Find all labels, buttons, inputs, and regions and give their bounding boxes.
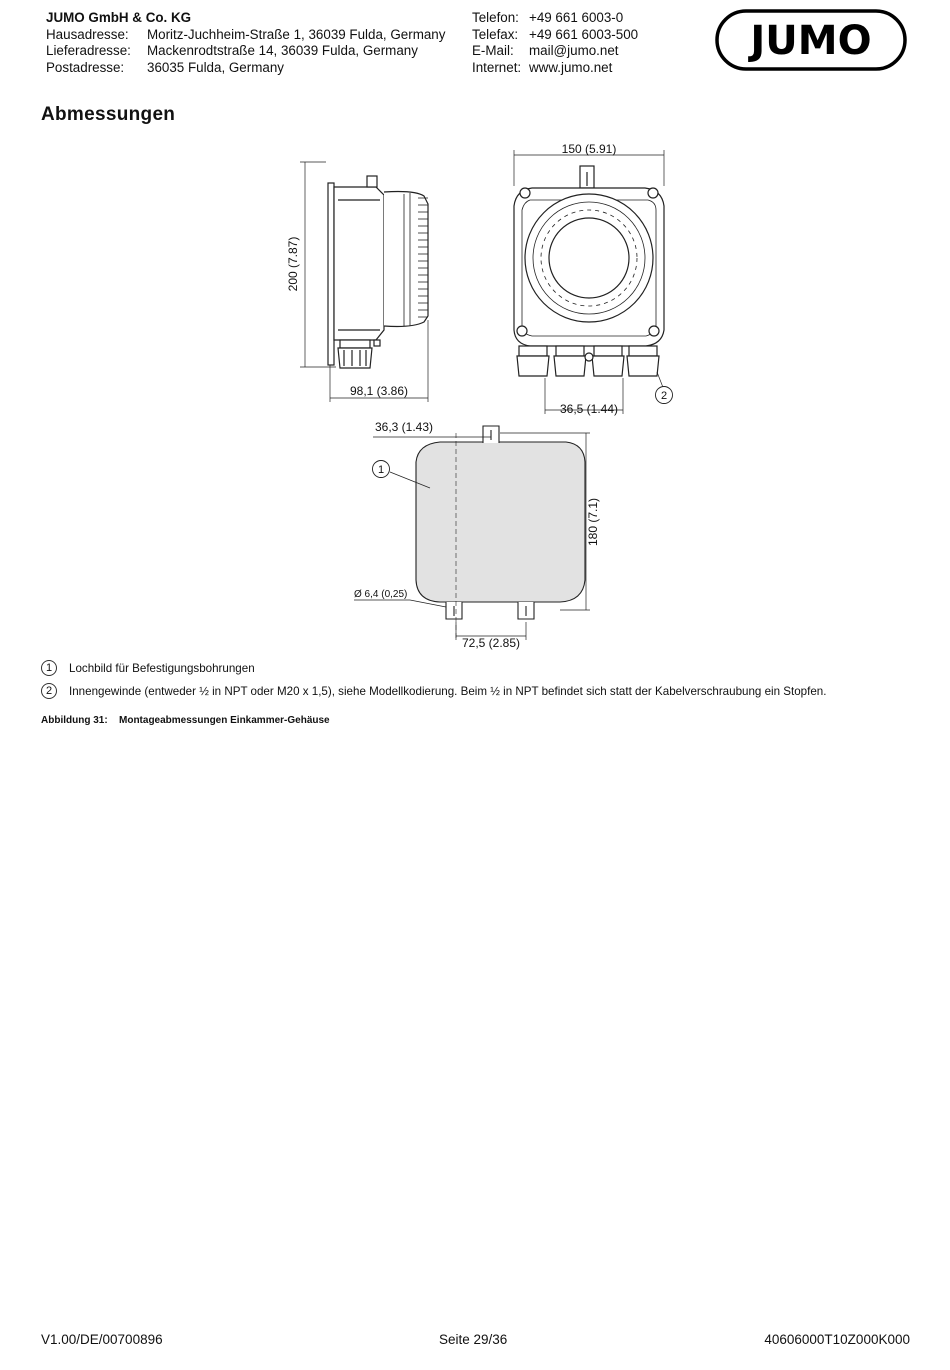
back-view [354,426,590,640]
note-number: 2 [41,683,57,699]
dim-hole-spacing: 72,5 (2.85) [461,636,521,650]
note-item [41,683,826,699]
address-value: 36035 Fulda, Germany [147,59,284,75]
address-value: Mackenrodtstraße 14, 36039 Fulda, Germany [147,43,418,59]
callout-1: 1 [377,464,385,476]
contact-label: Telefax: [472,26,519,42]
note-item [41,660,255,676]
dim-hole-diameter: Ø 6,4 (0,25) [354,589,408,600]
note-text: Lochbild für Befestigungsbohrungen [69,661,255,675]
dim-height-side: 200 (7.87) [286,236,300,292]
dim-depth-side: 98,1 (3.86) [349,384,409,398]
company-name: JUMO GmbH & Co. KG [46,10,192,25]
dim-height-back: 180 (7.1) [586,497,600,547]
callout-2: 2 [660,390,668,402]
contact-value: www.jumo.net [529,59,613,75]
contact-value: +49 661 6003-500 [529,26,639,42]
section-title: Abmessungen [41,104,176,125]
contact-label: Telefon: [472,10,519,25]
dim-width-top: 150 (5.91) [561,142,617,156]
contact-label: Internet: [472,59,522,75]
address-label: Lieferadresse: [46,43,131,59]
dim-tab-offset: 36,3 (1.43) [374,420,434,434]
address-label: Postadresse: [46,59,125,75]
note-number: 1 [41,660,57,676]
figure-caption [41,715,330,726]
note-text: Innengewinde (entweder ½ in NPT oder M20 x 1,5), siehe Modellkodierung. Beim ½ in NPT befindet sich statt der Kabelverschraubung ein Stopfen. [69,684,827,698]
dimension-drawing [0,0,950,660]
contact-value: mail@jumo.net [529,43,619,59]
front-view [514,150,673,414]
side-view [300,162,428,402]
footer-doc-id: 40606000T10Z000K000 [764,1332,910,1347]
dim-gland-spacing: 36,5 (1.44) [559,402,619,416]
logo-text: JUMO [750,18,872,64]
footer-version: V1.00/DE/00700896 [41,1332,163,1347]
caption-text: Montageabmessungen Einkammer-Gehäuse [119,715,330,726]
footer-page: Seite 29/36 [439,1332,508,1347]
contact-label: E-Mail: [472,43,514,59]
caption-label: Abbildung 31: [41,715,108,726]
contact-value: +49 661 6003-0 [529,10,624,25]
address-label: Hausadresse: [46,26,129,42]
address-value: Moritz-Juchheim-Straße 1, 36039 Fulda, Germany [147,26,446,42]
